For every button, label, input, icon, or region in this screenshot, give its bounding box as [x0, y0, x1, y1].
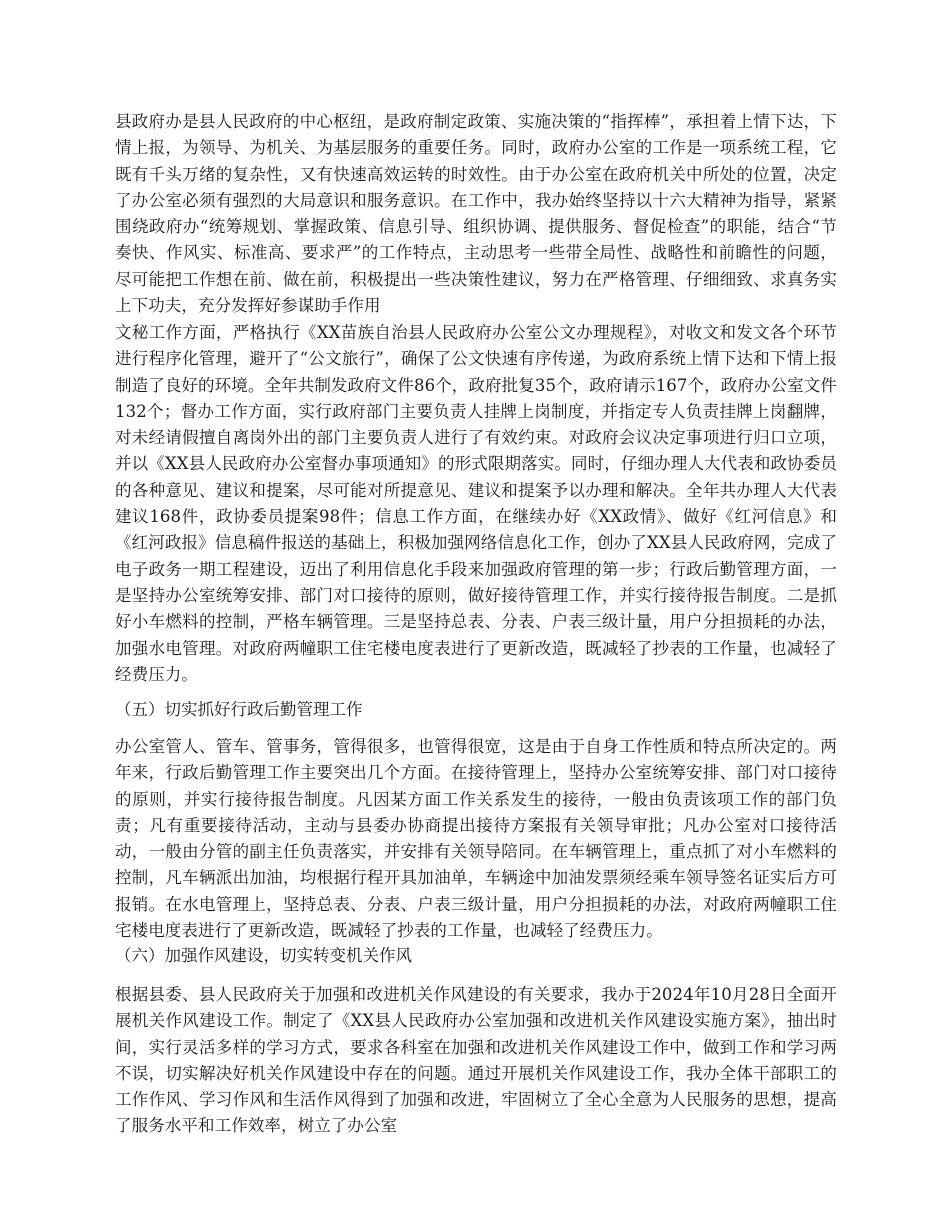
- paragraph-secretarial-work: 文秘工作方面，严格执行《XX苗族自治县人民政府办公室公文办理规程》，对收文和发文各个环节进行程序化管理，避开了“公文旅行”，确保了公文快速有序传递，为政府系统上情下达和下情上报制造了良好的环境。全年共制发政府文件86个，政府批复35个，政府请示167个，政府办公室文件132个；督办工作方面，实行政府部门主要负责人挂牌上岗制度，并指定专人负责挂牌上岗翻牌，对未经请假擅自离岗外出的部门主要负责人进行了有效约束。对政府会议决定事项进行归口立项，并以《XX县人民政府办公室督办事项通知》的形式限期落实。同时，仔细办理人大代表和政协委员的各种意见、建议和提案，尽可能对所提意见、建议和提案予以办理和解决。全年共办理人大代表建议168件，政协委员提案98件；信息工作方面，在继续办好《XX政情》、做好《红河信息》和《红河政报》信息稿件报送的基础上，积极加强网络信息化工作，创办了XX县人民政府网，完成了电子政务一期工程建设，迈出了利用信息化手段来加强政府管理的第一步；行政后勤管理方面，一是坚持办公室统筹安排、部门对口接待的原则，做好接待管理工作，并实行接待报告制度。二是抓好小车燃料的控制，严格车辆管理。三是坚持总表、分表、户表三级计量，用户分担损耗的办法，加强水电管理。对政府两幢职工住宅楼电度表进行了更新改造，既减轻了抄表的工作量，也减轻了经费压力。: [115, 323, 837, 684]
- section-heading-6: （六）加强作风建设，切实转变机关作风: [115, 946, 412, 965]
- section-heading-5: （五）切实抓好行政后勤管理工作: [115, 700, 363, 719]
- paragraph-logistics-management: 办公室管人、管车、管事务，管得很多，也管得很宽，这是由于自身工作性质和特点所决定的。两年来，行政后勤管理工作主要突出几个方面。在接待管理上，坚持办公室统筹安排、部门对口接待的原则，并实行接待报告制度。凡因某方面工作关系发生的接待，一般由负责该项工作的部门负责；凡有重要接待活动，主动与县委办协商提出接待方案报有关领导审批；凡办公室对口接待活动，一般由分管的副主任负责落实，并安排有关领导陪同。在车辆管理上，重点抓了对小车燃料的控制，凡车辆派出加油，均根据行程开具加油单，车辆途中加油发票须经乘车领导签名证实后方可报销。在水电管理上，坚持总表、分表、户表三级计量，用户分担损耗的办法，对政府两幢职工住宅楼电度表进行了更新改造，既减轻了抄表的工作量，也减轻了经费压力。: [115, 737, 837, 941]
- paragraph-work-style: 根据县委、县人民政府关于加强和改进机关作风建设的有关要求，我办于2024年10月28日全面开展机关作风建设工作。制定了《XX县人民政府办公室加强和改进机关作风建设实施方案》，抽出时间，实行灵活多样的学习方式，要求各科室在加强和改进机关作风建设工作中，做到工作和学习两不误，切实解决好机关作风建设中存在的问题。通过开展机关作风建设工作，我办全体干部职工的工作作风、学习作风和生活作风得到了加强和改进，牢固树立了全心全意为人民服务的思想，提高了服务水平和工作效率，树立了办公室: [115, 985, 837, 1136]
- paragraph-intro: 县政府办是县人民政府的中心枢纽，是政府制定政策、实施决策的“指挥棒”，承担着上情下达，下情上报，为领导、为机关、为基层服务的重要任务。同时，政府办公室的工作是一项系统工程，它既有千头万绪的复杂性，又有快速高效运转的时效性。由于办公室在政府机关中所处的位置，决定了办公室必须有强烈的大局意识和服务意识。在工作中，我办始终坚持以十六大精神为指导，紧紧围绕政府办“统筹规划、掌握政策、信息引导、组织协调、提供服务、督促检查”的职能，结合“节奏快、作风实、标准高、要求严”的工作特点，主动思考一些带全局性、战略性和前瞻性的问题，尽可能把工作想在前、做在前，积极提出一些决策性建议，努力在严格管理、仔细细致、求真务实上下功夫，充分发挥好参谋助手作用: [115, 112, 837, 316]
